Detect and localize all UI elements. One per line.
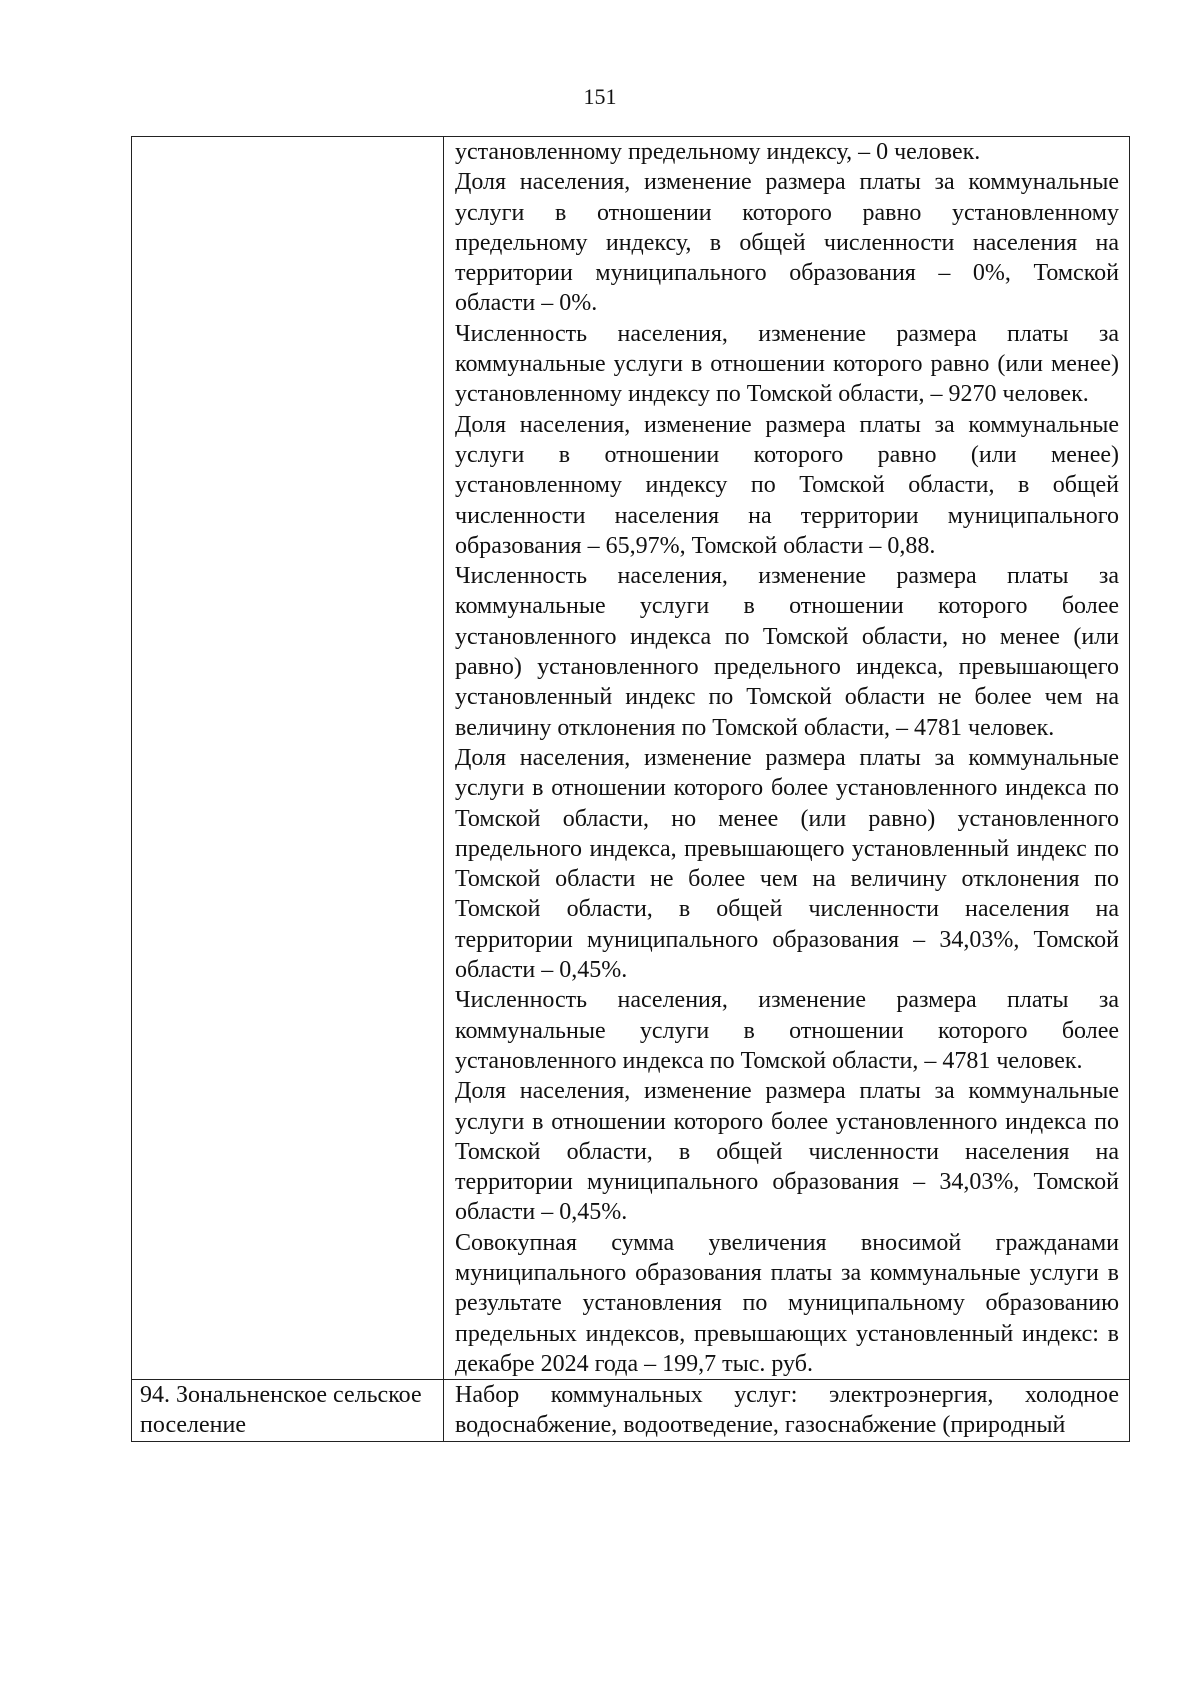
paragraph: Доля населения, изменение размера платы за коммунальные услуги в отношении которого равно установленному предельному индексу, в общей численности населения на территории муниципального образования – 0%, Томской области – 0%. bbox=[455, 169, 1119, 317]
paragraph: Численность населения, изменение размера платы за коммунальные услуги в отношении которого более установленного индекса по Томской области, но менее (или равно) установленного предельного индекса, превышающего установленный индекс по Томской области не более чем на величину отклонения по Томской области, – 4781 человек. bbox=[455, 563, 1119, 741]
paragraph: Численность населения, изменение размера платы за коммунальные услуги в отношении которого равно (или менее) установленному индексу по Томской области, – 9270 человек. bbox=[455, 320, 1119, 408]
description-cell bbox=[444, 1380, 1130, 1442]
municipality-cell bbox=[132, 1380, 444, 1442]
paragraph: Доля населения, изменение размера платы за коммунальные услуги в отношении которого более установленного индекса по Томской области, в общей численности населения на территории муниципального образования – 34,03%, Томской области – 0,45%. bbox=[455, 1078, 1119, 1226]
paragraph: установленному предельному индексу, – 0 человек. bbox=[455, 139, 981, 165]
paragraph: Доля населения, изменение размера платы за коммунальные услуги в отношении которого более установленного индекса по Томской области, но менее (или равно) установленного предельного индекса, превышающего установленный индекс по Томской области не более чем на величину отклонения по Томской области, в общей численности населения на территории муниципального образования – 34,03%, Томской области – 0,45%. bbox=[455, 744, 1119, 984]
table-row bbox=[132, 1380, 1130, 1442]
municipality-name: 94. Зональненское сельское поселение bbox=[140, 1382, 422, 1439]
paragraph: Набор коммунальных услуг: электроэнергия, холодное водоснабжение, водоотведение, газоснабжение (природный bbox=[455, 1382, 1119, 1439]
municipality-cell bbox=[132, 137, 444, 1380]
paragraph: Доля населения, изменение размера платы за коммунальные услуги в отношении которого равно (или менее) установленному индексу по Томской области, в общей численности населения на территории муниципального образования – 65,97%, Томской области – 0,88. bbox=[455, 411, 1119, 559]
document-table bbox=[131, 136, 1130, 1442]
paragraph: Численность населения, изменение размера платы за коммунальные услуги в отношении которого более установленного индекса по Томской области, – 4781 человек. bbox=[455, 987, 1119, 1074]
table-row bbox=[132, 137, 1130, 1380]
description-cell bbox=[444, 137, 1130, 1380]
page-number: 151 bbox=[583, 84, 617, 109]
paragraph: Совокупная сумма увеличения вносимой гражданами муниципального образования платы за коммунальные услуги в результате установления по муниципальному образованию предельных индексов, превышающих установленный индекс: в декабре 2024 года – 199,7 тыс. руб. bbox=[455, 1229, 1119, 1377]
